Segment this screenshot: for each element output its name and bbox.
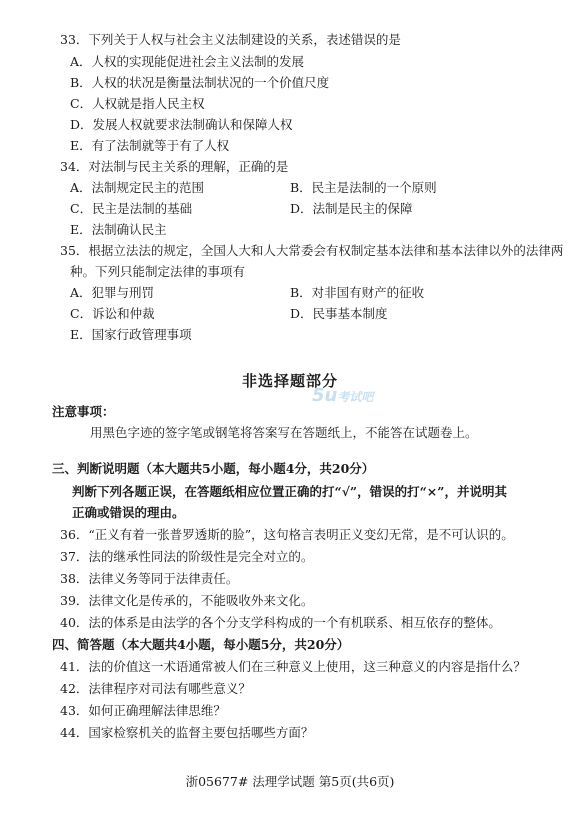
q33-option-c: C．人权就是指人民主权 — [70, 96, 205, 111]
section-title-nonchoice: 非选择题部分 — [241, 372, 338, 390]
notice-label: 注意事项： — [52, 404, 115, 419]
question-43: 43．如何正确理解法律思维？ — [60, 703, 226, 718]
question-42: 42．法律程序对司法有哪些意义？ — [60, 681, 251, 696]
section-4-header: 四、简答题（本大题共4小题，每小题5分，共20分） — [52, 637, 350, 652]
section-3-instructions-line2: 正确或错误的理由。 — [72, 505, 185, 520]
question-35-stem-line2: 种。下列只能制定法律的事项有 — [70, 264, 246, 279]
q35-option-e: E．国家行政管理事项 — [70, 327, 192, 342]
q35-option-d: D．民事基本制度 — [290, 306, 388, 321]
question-37: 37．法的继承性同法的阶级性是完全对立的。 — [60, 549, 314, 564]
notice-text: 用黑色字迹的签字笔或钢笔将答案写在答题纸上，不能答在试题卷上。 — [90, 425, 478, 440]
q34-option-c: C．民主是法制的基础 — [70, 201, 193, 216]
question-35-stem-line1: 35．根据立法法的规定，全国人大和人大常委会有权制定基本法律和基本法律以外的法律两 — [60, 243, 564, 258]
q35-option-b: B．对非国有财产的征收 — [290, 285, 425, 300]
question-36: 36．“正义有着一张普罗透斯的脸”，这句格言表明正义变幻无常，是不可认识的。 — [60, 527, 514, 542]
watermark-text: 考试吧 — [337, 390, 374, 404]
q34-option-a: A．法制规定民主的范围 — [70, 180, 205, 195]
q33-option-b: B．人权的状况是衡量法制状况的一个价值尺度 — [70, 75, 330, 90]
q35-option-a: A．犯罪与刑罚 — [70, 285, 155, 300]
q34-option-e: E．法制确认民主 — [70, 222, 167, 237]
q34-option-d: D．法制是民主的保障 — [290, 201, 413, 216]
q33-option-a: A．人权的实现能促进社会主义法制的发展 — [70, 54, 305, 69]
question-33-stem: 33．下列关于人权与社会主义法制建设的关系，表述错误的是 — [60, 32, 401, 47]
q35-option-c: C．诉讼和仲裁 — [70, 306, 155, 321]
section-3-instructions-line1: 判断下列各题正误，在答题纸相应位置正确的打“√”，错误的打“×”，并说明其 — [72, 484, 507, 499]
question-39: 39．法律文化是传承的，不能吸收外来文化。 — [60, 593, 314, 608]
question-44: 44．国家检察机关的监督主要包括哪些方面？ — [60, 725, 314, 740]
watermark-digits: 5u — [312, 385, 338, 406]
q33-option-d: D．发展人权就要求法制确认和保障人权 — [70, 117, 293, 132]
q34-option-b: B．民主是法制的一个原则 — [290, 180, 437, 195]
question-41: 41．法的价值这一术语通常被人们在三种意义上使用，这三种意义的内容是指什么？ — [60, 659, 526, 674]
question-38: 38．法律义务等同于法律责任。 — [60, 571, 239, 586]
watermark-logo — [312, 385, 373, 406]
page-footer: 浙05677# 法理学试题 第5页(共6页) — [185, 774, 395, 789]
question-40: 40．法的体系是由法学的各个分支学科构成的一个有机联系、相互依存的整体。 — [60, 615, 501, 630]
section-3-header: 三、判断说明题（本大题共5小题，每小题4分，共20分） — [52, 461, 375, 476]
question-34-stem: 34．对法制与民主关系的理解，正确的是 — [60, 159, 289, 174]
q33-option-e: E．有了法制就等于有了人权 — [70, 138, 230, 153]
